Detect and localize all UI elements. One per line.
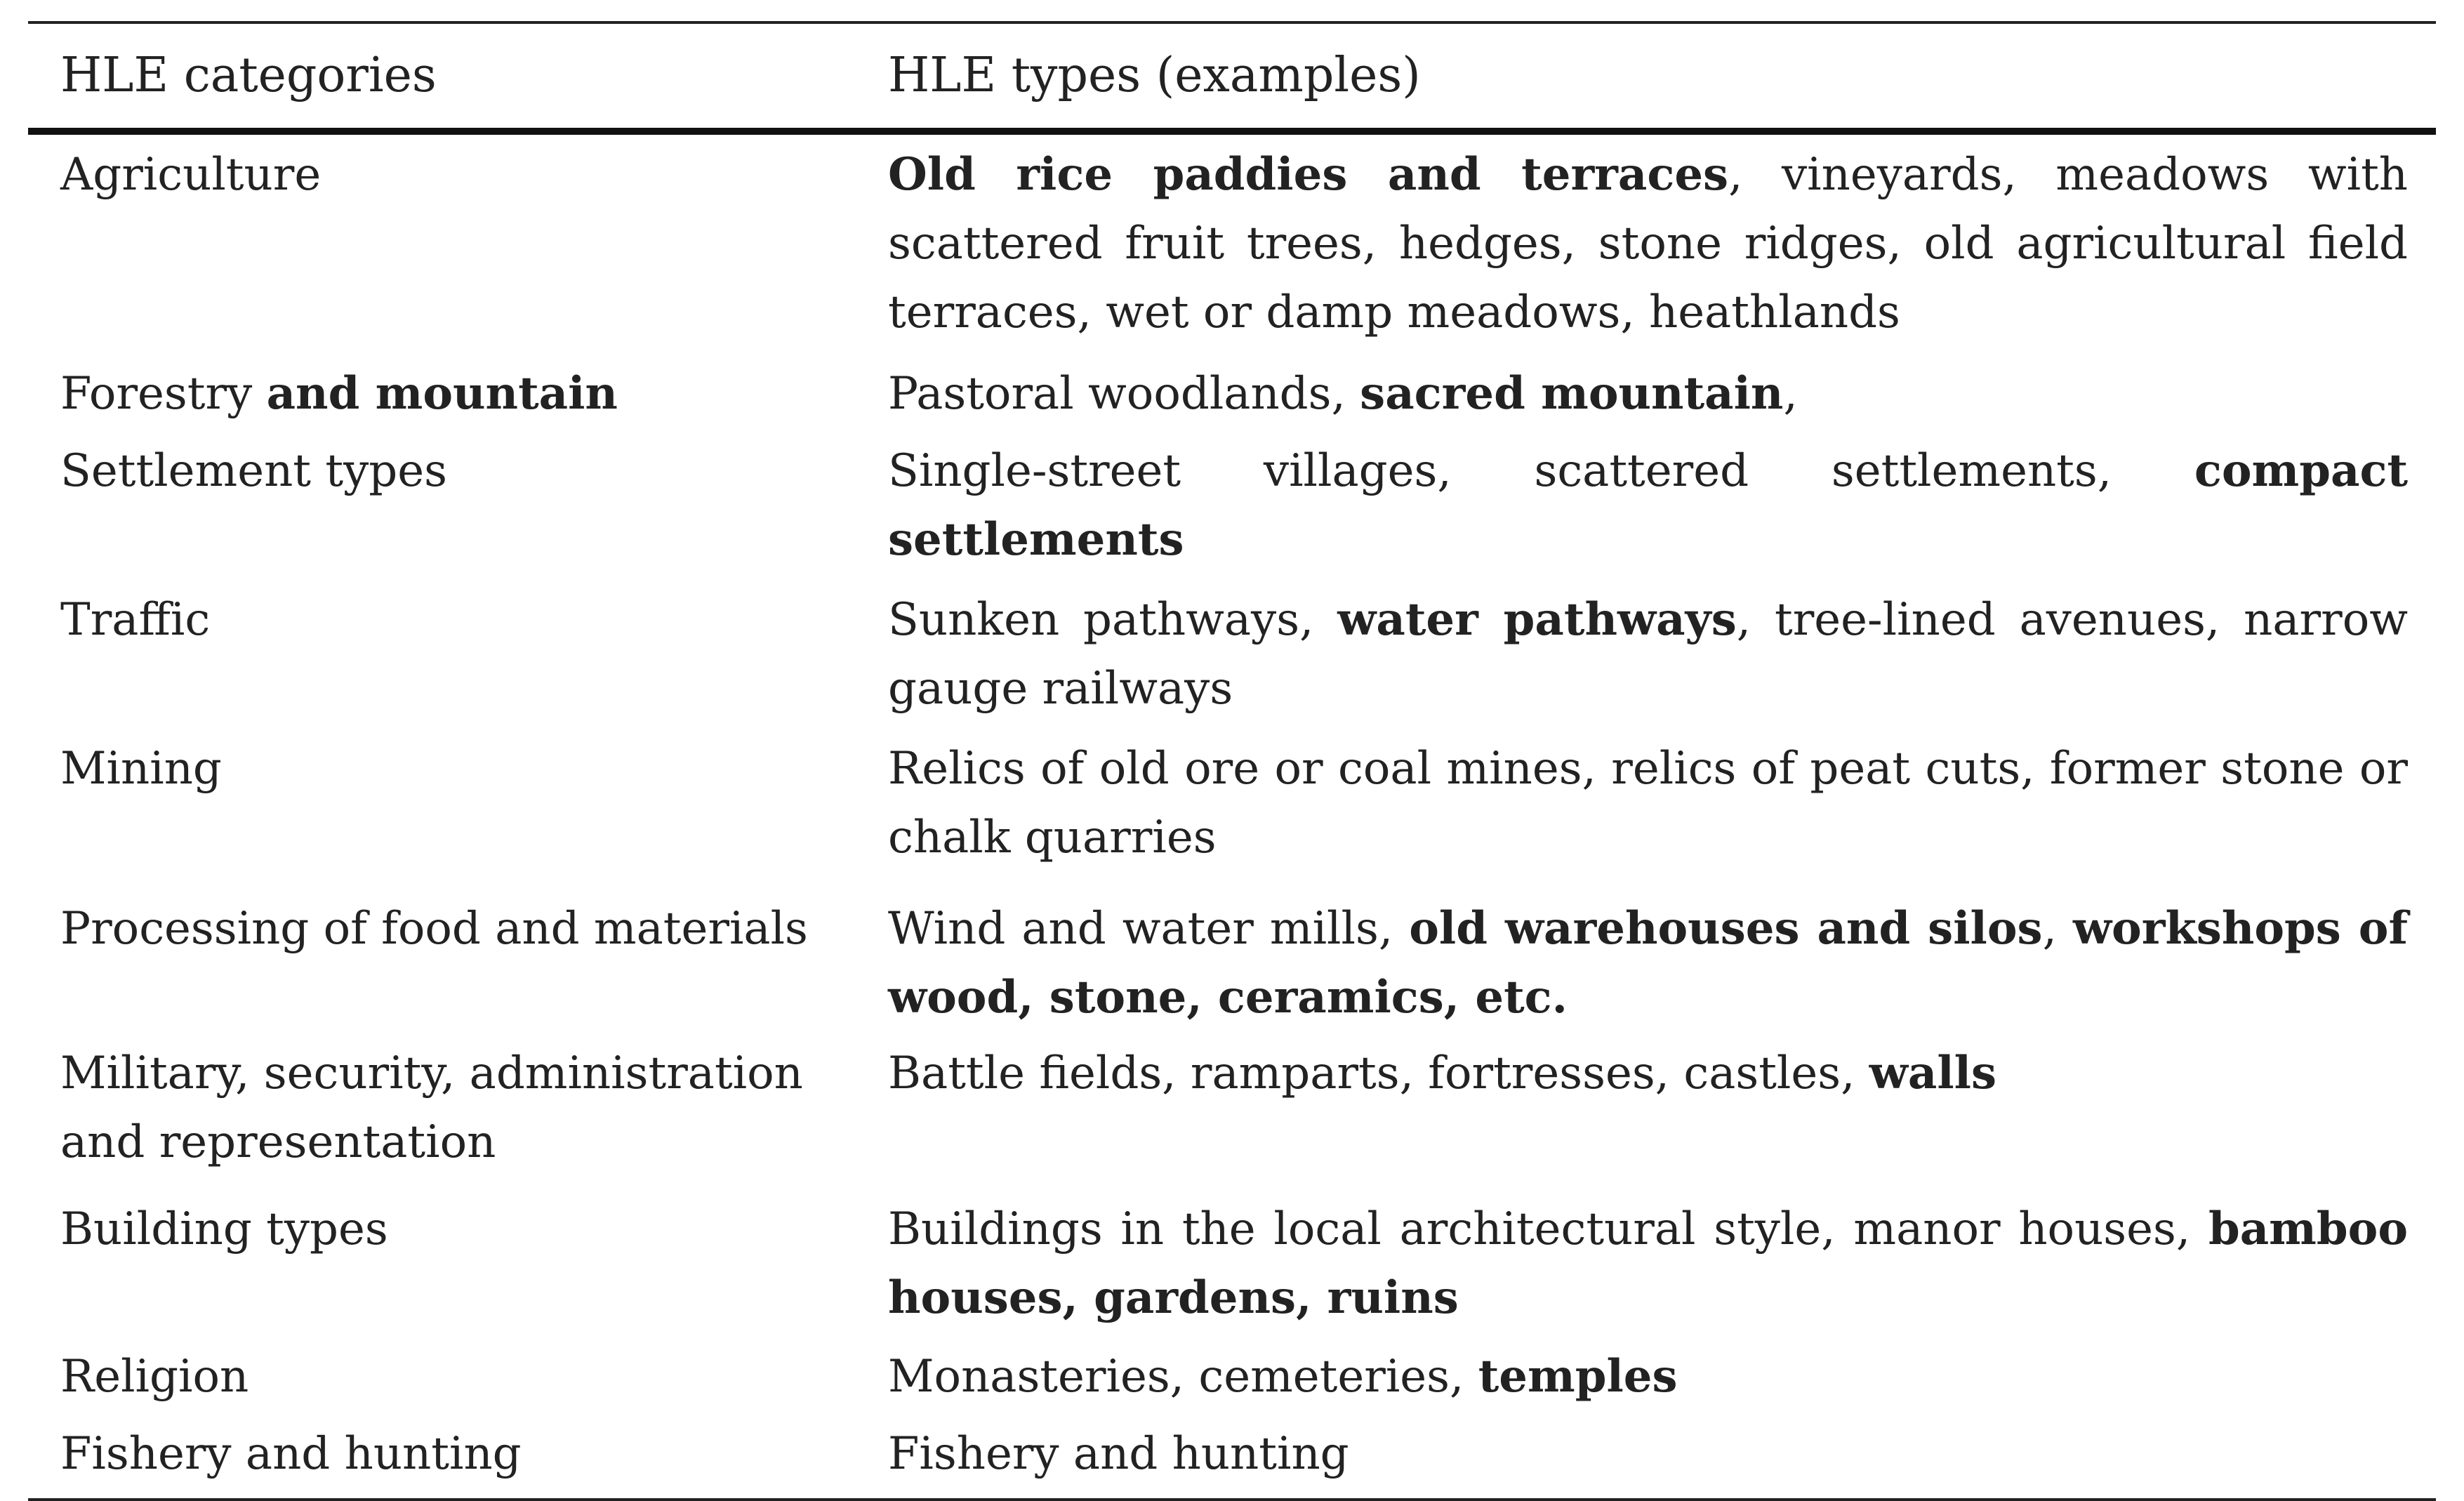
types-text: Buildings in the local architectural style, manor houses, bbox=[888, 1203, 2208, 1255]
types-text: temples bbox=[1478, 1350, 1678, 1403]
table-body bbox=[28, 135, 2436, 1498]
hle-table bbox=[28, 21, 2436, 1501]
table-row bbox=[28, 887, 2436, 1036]
table-row bbox=[28, 1036, 2436, 1192]
types-text: workshops of wood, stone, ceramics, etc. bbox=[888, 902, 2409, 1024]
category-cell bbox=[28, 734, 888, 872]
category-text: Religion bbox=[60, 1351, 249, 1403]
header-cell-category bbox=[28, 48, 888, 104]
table-row bbox=[28, 1417, 2436, 1498]
types-text: walls bbox=[1869, 1047, 1996, 1099]
header-category-label: HLE categories bbox=[60, 48, 437, 103]
types-text: Wind and water mills, bbox=[888, 903, 1410, 955]
types-text: bamboo houses, gardens, ruins bbox=[888, 1203, 2408, 1324]
category-text: Mining bbox=[60, 743, 222, 795]
types-text: Monasteries, cemeteries, bbox=[888, 1351, 1478, 1403]
table-header-rule bbox=[28, 128, 2436, 135]
types-cell bbox=[888, 1039, 2436, 1177]
types-text: compact settlements bbox=[888, 444, 2408, 566]
header-types-label: HLE types (examples) bbox=[888, 48, 1421, 103]
table-row bbox=[28, 135, 2436, 357]
types-cell bbox=[888, 894, 2436, 1032]
table-row bbox=[28, 583, 2436, 732]
category-cell bbox=[28, 1039, 888, 1177]
types-text: Pastoral woodlands, bbox=[888, 368, 1360, 420]
types-cell bbox=[888, 359, 2436, 428]
category-text: Settlement types bbox=[60, 445, 447, 497]
category-text: Fishery and hunting bbox=[60, 1428, 522, 1480]
category-text: Agriculture bbox=[60, 149, 322, 201]
types-text: old warehouses and silos bbox=[1409, 902, 2043, 955]
table-row bbox=[28, 434, 2436, 583]
header-cell-types bbox=[888, 48, 2436, 104]
table-row bbox=[28, 1340, 2436, 1417]
types-text: Old rice paddies and terraces bbox=[888, 148, 1729, 201]
types-cell bbox=[888, 437, 2436, 574]
table-row bbox=[28, 732, 2436, 887]
category-cell bbox=[28, 437, 888, 574]
types-cell bbox=[888, 586, 2436, 723]
table-bottom-rule bbox=[28, 1498, 2436, 1501]
types-text: Single-street villages, scattered settlements, bbox=[888, 445, 2194, 497]
types-text: Fishery and hunting bbox=[888, 1428, 1349, 1480]
types-cell bbox=[888, 140, 2436, 347]
table-row bbox=[28, 1192, 2436, 1340]
types-text: water pathways bbox=[1337, 593, 1737, 646]
types-cell bbox=[888, 734, 2436, 872]
category-text: Forestry bbox=[60, 368, 267, 420]
category-cell bbox=[28, 1342, 888, 1411]
types-cell bbox=[888, 1420, 2436, 1488]
types-text: , bbox=[2042, 903, 2073, 955]
types-text: , tree-lined avenues, narrow gauge railways bbox=[888, 594, 2409, 715]
category-text: and mountain bbox=[266, 367, 618, 420]
types-text: , vineyards, meadows with scattered fruit trees, hedges, stone ridges, old agricultural field terraces, wet or damp meadows, heathlands bbox=[888, 149, 2409, 338]
category-cell bbox=[28, 894, 888, 1032]
category-cell bbox=[28, 586, 888, 723]
types-text: Sunken pathways, bbox=[888, 594, 1338, 646]
category-text: Processing of food and materials bbox=[60, 903, 808, 955]
category-cell bbox=[28, 1420, 888, 1488]
types-cell bbox=[888, 1195, 2436, 1333]
types-text: Battle fields, ramparts, fortresses, castles, bbox=[888, 1047, 1869, 1099]
table-header-row bbox=[28, 24, 2436, 128]
table-row bbox=[28, 357, 2436, 434]
types-text: sacred mountain bbox=[1360, 367, 1784, 420]
category-text: Military, security, administration and representation bbox=[60, 1047, 803, 1168]
category-cell bbox=[28, 140, 888, 347]
category-text: Building types bbox=[60, 1203, 388, 1255]
category-cell bbox=[28, 359, 888, 428]
category-text: Traffic bbox=[60, 594, 211, 646]
types-text: Relics of old ore or coal mines, relics of peat cuts, former stone or chalk quarries bbox=[888, 743, 2408, 864]
category-cell bbox=[28, 1195, 888, 1333]
types-cell bbox=[888, 1342, 2436, 1411]
types-text: , bbox=[1783, 368, 1798, 420]
